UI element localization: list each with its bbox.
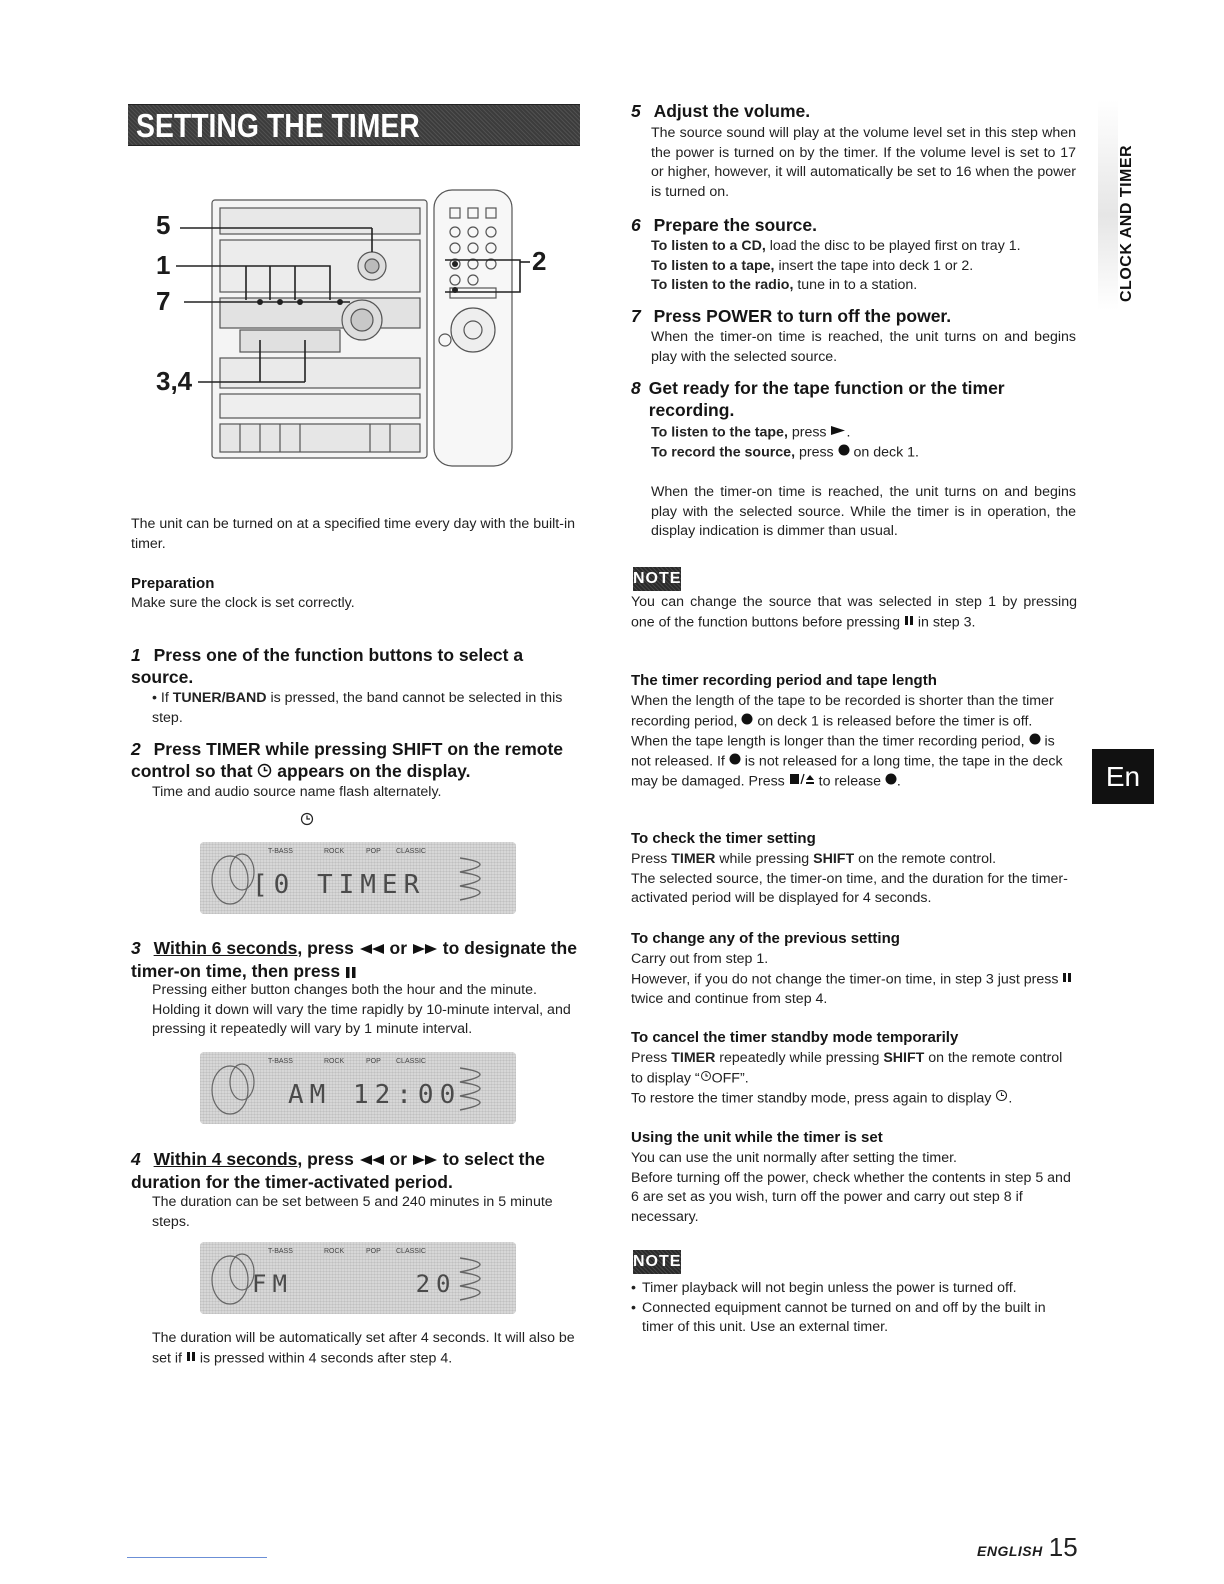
title-part: Press bbox=[153, 739, 207, 759]
mode-label: POP bbox=[366, 848, 381, 855]
mode-label: T-BASS bbox=[268, 1058, 293, 1065]
step-2-text: Time and audio source name flash alternately. bbox=[152, 784, 442, 800]
title-part: Within 4 seconds bbox=[153, 1149, 298, 1169]
mode-label: ROCK bbox=[324, 1248, 345, 1255]
action-label: To listen to the tape, bbox=[651, 424, 788, 441]
using-text bbox=[631, 1149, 1077, 1227]
step-3-text: Pressing either button changes both the hour and the minute. Holding it down will vary the time rapidly by 10-minute interval, and pressing it repeatedly will vary by 1 minute interval. bbox=[152, 982, 571, 1038]
text-part: repeatedly while pressing bbox=[715, 1050, 884, 1066]
cancel-heading: To cancel the timer standby mode temporarily bbox=[631, 1029, 959, 1046]
lcd-segments: FM 20 bbox=[252, 1270, 457, 1298]
step-number: 8 bbox=[631, 378, 641, 398]
record-icon bbox=[885, 772, 897, 792]
play-icon bbox=[830, 423, 846, 443]
disc-graphic bbox=[200, 842, 516, 914]
mode-label: ROCK bbox=[324, 1058, 345, 1065]
title-part: , press bbox=[297, 938, 359, 958]
mode-label: POP bbox=[366, 1058, 381, 1065]
language-tab: En bbox=[1092, 749, 1154, 804]
mode-label: CLASSIC bbox=[396, 1248, 426, 1255]
using-heading: Using the unit while the timer is set bbox=[631, 1129, 883, 1146]
callout-label-1: 1 bbox=[156, 250, 171, 280]
lcd-segments: [0 TIMER bbox=[252, 870, 426, 900]
fast-forward-icon bbox=[412, 938, 438, 960]
text-part: Press bbox=[631, 1050, 672, 1066]
pause-icon bbox=[904, 613, 914, 633]
action-text: press bbox=[787, 424, 831, 441]
pause-icon bbox=[186, 1349, 196, 1369]
mode-label: POP bbox=[366, 1248, 381, 1255]
step-3-title bbox=[131, 937, 581, 984]
text-part: You can change the source that was selected in step 1 by pressing one of the function buttons before pressing bbox=[631, 594, 1077, 631]
text-part: is pressed within 4 seconds after step 4. bbox=[195, 1350, 453, 1367]
after-step-4-text bbox=[152, 1329, 582, 1369]
action-text: press bbox=[795, 444, 838, 461]
text-part: . bbox=[1008, 1090, 1013, 1107]
text-part: Before turning off the power, check whether the contents in step 5 and 6 are set as you wish, turn off the power and carry out step 8 if necessary. bbox=[631, 1169, 1071, 1225]
text-part: OFF”. bbox=[711, 1070, 749, 1087]
step-8-actions: To listen to the tape, press . To record the source, press on deck 1. bbox=[651, 423, 1081, 463]
callout-label-7: 7 bbox=[156, 286, 171, 316]
timer-clock-icon bbox=[257, 761, 272, 783]
source-label: To listen to the radio, bbox=[651, 277, 794, 294]
mode-label: T-BASS bbox=[268, 848, 293, 855]
step-6-title bbox=[631, 214, 1081, 236]
step-8-title bbox=[631, 377, 1081, 421]
recording-text: When the length of the tape to be recorded is shorter than the timer recording period, on deck 1 is released before the timer is off. When the tape length is longer than the timer recording period, is not released. If is not released for a long time, the tape in the deck may be damaged. Press to release . bbox=[631, 692, 1077, 792]
text-part: is not released for a long time, the tape in the deck may be damaged. Press bbox=[631, 753, 1063, 790]
text-part: to release bbox=[814, 773, 885, 790]
key-name: TIMER bbox=[671, 851, 716, 867]
text-part: The duration will be automatically set after 4 seconds. It will also be set if bbox=[152, 1330, 575, 1367]
footer-rule bbox=[127, 1557, 267, 1558]
mode-label: T-BASS bbox=[268, 1248, 293, 1255]
check-heading: To check the timer setting bbox=[631, 830, 816, 847]
text-part: However, if you do not change the timer-on time, in step 3 just press bbox=[631, 971, 1063, 988]
lcd-segments: AM 12:00 bbox=[288, 1080, 462, 1110]
text-part: When the length of the tape to be recorded is shorter than the timer recording period, bbox=[631, 693, 1054, 730]
key-name: SHIFT bbox=[813, 851, 855, 867]
step-number: 7 bbox=[631, 306, 641, 326]
text-part: while pressing bbox=[715, 851, 814, 867]
title-part: while pressing bbox=[260, 739, 392, 759]
page-footer bbox=[977, 1532, 1078, 1563]
mode-label: ROCK bbox=[324, 848, 345, 855]
change-text bbox=[631, 950, 1077, 1009]
note-1-text bbox=[631, 593, 1077, 633]
footer-language: ENGLISH bbox=[977, 1543, 1043, 1559]
step-number: 4 bbox=[131, 1149, 141, 1169]
disc-graphic bbox=[200, 1242, 516, 1314]
rewind-icon bbox=[359, 938, 385, 960]
record-icon bbox=[1029, 732, 1041, 752]
text-part: To restore the timer standby mode, press again to display bbox=[631, 1090, 996, 1107]
pause-icon bbox=[1062, 970, 1072, 990]
step-title-text: Get ready for the tape function or the timer recording. bbox=[648, 378, 1005, 420]
step-7-text: When the timer-on time is reached, the unit turns on and begins play with the selected source. bbox=[651, 329, 1076, 365]
step-number: 2 bbox=[131, 739, 141, 759]
section-banner bbox=[128, 104, 580, 146]
text-part: on the remote control. bbox=[854, 851, 997, 867]
change-heading: To change any of the previous setting bbox=[631, 930, 900, 947]
timer-clock-icon bbox=[700, 1069, 712, 1089]
source-label: To listen to a CD, bbox=[651, 238, 766, 254]
title-key: SHIFT bbox=[391, 739, 443, 759]
mode-label: CLASSIC bbox=[396, 1058, 426, 1065]
step-5-text: The source sound will play at the volume level set in this step when the power is turned on by the timer. If the volume level is set to 17 or higher, however, it will automatically be set to 16 when the power is turned on. bbox=[651, 125, 1076, 200]
fast-forward-icon bbox=[412, 1149, 438, 1171]
preparation-text: Make sure the clock is set correctly. bbox=[131, 595, 355, 611]
title-part: to designate the timer-on time, then press bbox=[131, 938, 577, 982]
source-text: load the disc to be played first on tray 1. bbox=[765, 238, 1021, 254]
note-item: Connected equipment cannot be turned on and off by the built in timer of this unit. Use an external timer. bbox=[642, 1299, 1046, 1336]
action-text: on deck 1. bbox=[849, 444, 920, 461]
source-text: insert the tape into deck 1 or 2. bbox=[774, 257, 974, 274]
stop-eject-icon bbox=[789, 772, 815, 792]
title-part: on the remote control so that bbox=[131, 739, 564, 781]
text-part: twice and continue from step 4. bbox=[631, 990, 828, 1007]
text-part: in step 3. bbox=[913, 614, 976, 631]
text-part: You can use the unit normally after setting the timer. bbox=[631, 1150, 957, 1166]
note-badge: NOTE bbox=[633, 567, 681, 591]
callout-label-3-4: 3,4 bbox=[156, 366, 193, 396]
record-icon bbox=[838, 443, 850, 463]
title-part: to select the duration for the timer-activated period. bbox=[131, 1149, 545, 1193]
step-title-text: Press POWER to turn off the power. bbox=[653, 306, 952, 326]
text-part: is not released. If bbox=[631, 733, 1055, 770]
text-part: The selected source, the timer-on time, and the duration for the timer-activated period will be displayed for 4 seconds. bbox=[631, 870, 1068, 907]
step-number: 5 bbox=[631, 101, 641, 121]
timer-clock-icon bbox=[300, 812, 314, 831]
action-label: To record the source, bbox=[651, 444, 796, 461]
lcd-display-timer bbox=[200, 842, 516, 914]
text-part: on deck 1 is released before the timer is off. bbox=[753, 713, 1033, 730]
title-part: or bbox=[384, 938, 412, 958]
callout-label-2: 2 bbox=[532, 246, 547, 276]
callout-label-5: 5 bbox=[156, 210, 171, 240]
step-title-text: Press one of the function buttons to select a source. bbox=[131, 645, 524, 687]
record-icon bbox=[729, 752, 741, 772]
step-2-title bbox=[131, 738, 581, 783]
key-name: SHIFT bbox=[883, 1050, 925, 1066]
preparation-heading: Preparation bbox=[131, 575, 215, 592]
step-6-text bbox=[651, 237, 1081, 296]
disc-graphic bbox=[200, 1052, 516, 1124]
note-badge: NOTE bbox=[633, 1250, 681, 1274]
title-part: or bbox=[384, 1149, 412, 1169]
title-key: TIMER bbox=[206, 739, 261, 759]
step-4-text: The duration can be set between 5 and 240 minutes in 5 minute steps. bbox=[152, 1194, 553, 1230]
page-title: SETTING THE TIMER bbox=[136, 107, 420, 144]
text-part: on the remote control to display “ bbox=[631, 1050, 1063, 1087]
page-number: 15 bbox=[1048, 1532, 1078, 1562]
note-item: Timer playback will not begin unless the power is turned off. bbox=[642, 1280, 1017, 1296]
cancel-text bbox=[631, 1049, 1077, 1109]
bullet-text: is pressed, the band cannot be selected in this step. bbox=[152, 690, 563, 726]
text-part: When the tape length is longer than the timer recording period, bbox=[631, 733, 1029, 750]
lcd-display-time bbox=[200, 1052, 516, 1124]
timer-clock-icon bbox=[995, 1089, 1008, 1109]
source-text: tune in to a station. bbox=[793, 277, 918, 294]
lcd-display-duration bbox=[200, 1242, 516, 1314]
intro-text: The unit can be turned on at a specified time every day with the built-in timer. bbox=[131, 516, 576, 552]
key-name: TIMER bbox=[671, 1050, 716, 1066]
step-title-text: Prepare the source. bbox=[653, 215, 818, 235]
record-icon bbox=[741, 712, 753, 732]
recording-heading: The timer recording period and tape length bbox=[631, 672, 937, 689]
chapter-tab bbox=[1098, 100, 1118, 310]
note-2-list: • Timer playback will not begin unless the power is turned off. • Connected equipment cannot be turned on and off by the built in timer of this unit. Use an external timer. bbox=[631, 1279, 1081, 1338]
title-part: appears on the display. bbox=[272, 761, 471, 781]
text-part: Carry out from step 1. bbox=[631, 951, 769, 967]
step-1-bullet: • If TUNER/BAND is pressed, the band cannot be selected in this step. bbox=[152, 690, 563, 726]
step-number: 6 bbox=[631, 215, 641, 235]
step-4-title bbox=[131, 1148, 581, 1193]
title-part: Within 6 seconds bbox=[153, 938, 298, 958]
step-7-title bbox=[631, 305, 1081, 327]
bullet-text: If bbox=[160, 690, 173, 706]
step-8-text: When the timer-on time is reached, the unit turns on and begins play with the selected source. While the timer is in operation, the display indication is dimmer than usual. bbox=[651, 484, 1076, 540]
rewind-icon bbox=[359, 1149, 385, 1171]
text-part: Press bbox=[631, 851, 672, 867]
stereo-illustration bbox=[150, 180, 570, 480]
step-1-title bbox=[131, 644, 581, 688]
mode-label: CLASSIC bbox=[396, 848, 426, 855]
bullet-key: TUNER/BAND bbox=[172, 690, 267, 706]
step-title-text: Adjust the volume. bbox=[653, 101, 811, 121]
chapter-tab-label: CLOCK AND TIMER bbox=[1118, 144, 1135, 302]
check-text bbox=[631, 850, 1077, 909]
source-label: To listen to a tape, bbox=[651, 257, 775, 274]
step-number: 1 bbox=[131, 645, 141, 665]
title-part: , press bbox=[297, 1149, 359, 1169]
step-number: 3 bbox=[131, 938, 141, 958]
step-5-title bbox=[631, 100, 1081, 122]
stereo-diagram bbox=[150, 180, 570, 480]
